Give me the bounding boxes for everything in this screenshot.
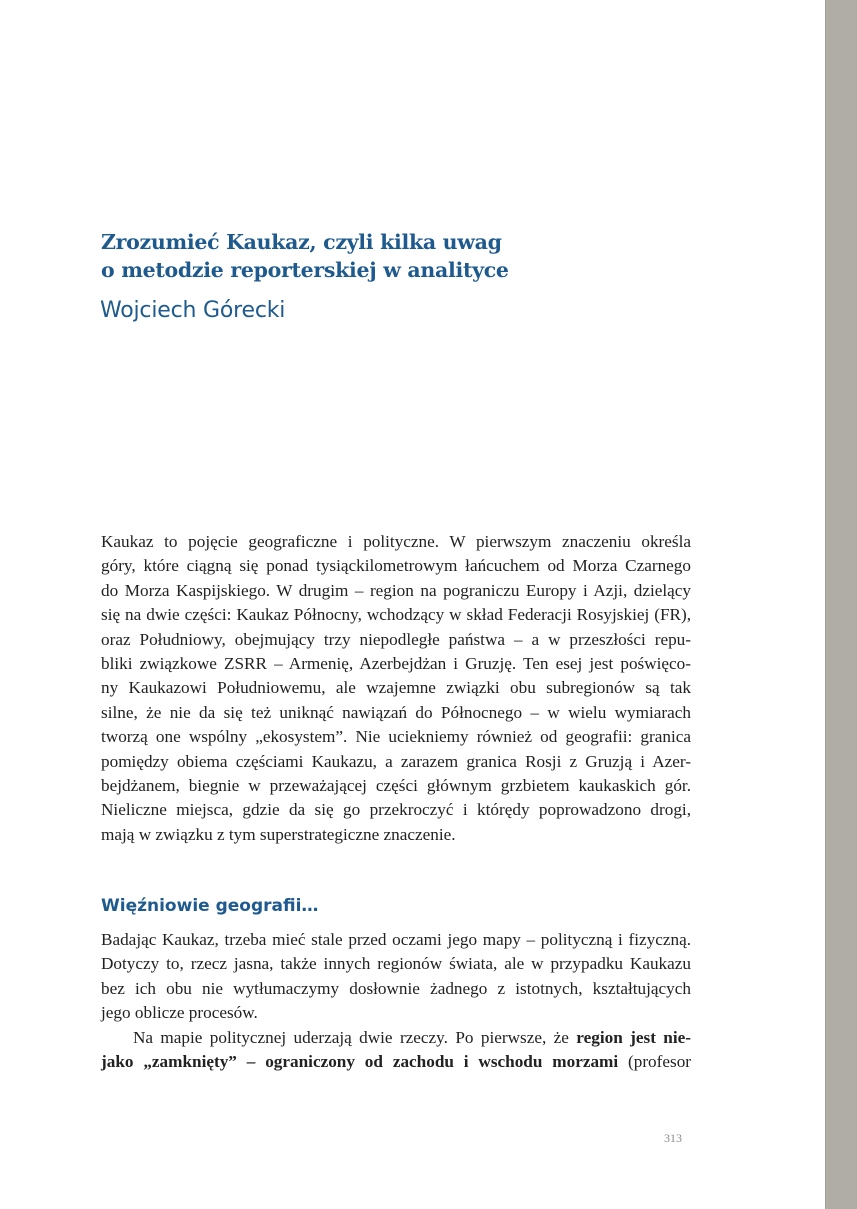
text-line: ny Kaukazowi Południowemu, ale wzajemne związki obu subregionów są tak bbox=[101, 678, 691, 698]
text-line: bejdżanem, biegnie w przeważającej części głównym grzbietem kaukaskich gór. bbox=[101, 776, 691, 796]
plain-text: Na mapie politycznej uderzają dwie rzeczy. Po pierwsze, że bbox=[133, 1027, 577, 1047]
bold-text: region jest nie- bbox=[576, 1027, 691, 1047]
title-line-2: o metodzie reporterskiej w analityce bbox=[101, 258, 509, 282]
text-line: Nieliczne miejsca, gdzie da się go przekroczyć i którędy poprowadzono drogi, bbox=[101, 800, 691, 820]
paragraph-intro bbox=[101, 530, 691, 847]
text-line: się na dwie części: Kaukaz Północny, wchodzący w skład Federacji Rosyjskiej (FR), bbox=[101, 605, 691, 625]
text-line: Badając Kaukaz, trzeba mieć stale przed oczami jego mapy – polityczną i fizyczną. bbox=[101, 930, 691, 949]
text-line: bliki związkowe ZSRR – Armenię, Azerbejdżan i Gruzję. Ten esej jest poświęco- bbox=[101, 654, 691, 674]
title-line-1: Zrozumieć Kaukaz, czyli kilka uwag bbox=[101, 230, 502, 254]
article-title bbox=[101, 228, 661, 284]
bold-text: jako „zamknięty” – ograniczony od zachodu i wschodu morzami bbox=[101, 1052, 619, 1072]
text-line: jego oblicze procesów. bbox=[101, 1003, 258, 1023]
text-line: Dotyczy to, rzecz jasna, także innych regionów świata, ale w przypadku Kaukazu bbox=[101, 954, 691, 974]
text-line: góry, które ciągną się ponad tysiąckilometrowym łańcuchem od Morza Czarnego bbox=[101, 556, 691, 576]
text-line: Kaukaz to pojęcie geograficzne i polityczne. W pierwszym znaczeniu określa bbox=[101, 532, 691, 551]
text-line bbox=[101, 1050, 691, 1074]
article-author: Wojciech Górecki bbox=[100, 298, 286, 323]
text-line: pomiędzy obiema częściami Kaukazu, a zarazem granica Rosji z Gruzją i Azer- bbox=[101, 751, 691, 771]
text-line: do Morza Kaspijskiego. W drugim – region na pograniczu Europy i Azji, dzielący bbox=[101, 580, 691, 600]
text-line: tworzą one wspólny „ekosystem”. Nie uciekniemy również od geografii: granica bbox=[101, 727, 691, 747]
text-line: silne, że nie da się też uniknąć nawiązań do Północnego – w wielu wymiarach bbox=[101, 702, 691, 722]
page-number: 313 bbox=[664, 1131, 682, 1145]
paragraph-section bbox=[101, 928, 691, 1074]
text-line: mają w związku z tym superstrategiczne znaczenie. bbox=[101, 824, 456, 844]
text-line: oraz Południowy, obejmujący trzy niepodległe państwa – a w przeszłości repu- bbox=[101, 629, 691, 649]
section-heading: Więźniowie geografii… bbox=[101, 896, 319, 916]
text-line: bez ich obu nie wytłumaczymy dosłownie żadnego z istotnych, kształtujących bbox=[101, 978, 691, 998]
text-line bbox=[101, 1026, 691, 1050]
plain-text: (profesor bbox=[618, 1052, 692, 1072]
page-edge-strip bbox=[825, 0, 857, 1209]
